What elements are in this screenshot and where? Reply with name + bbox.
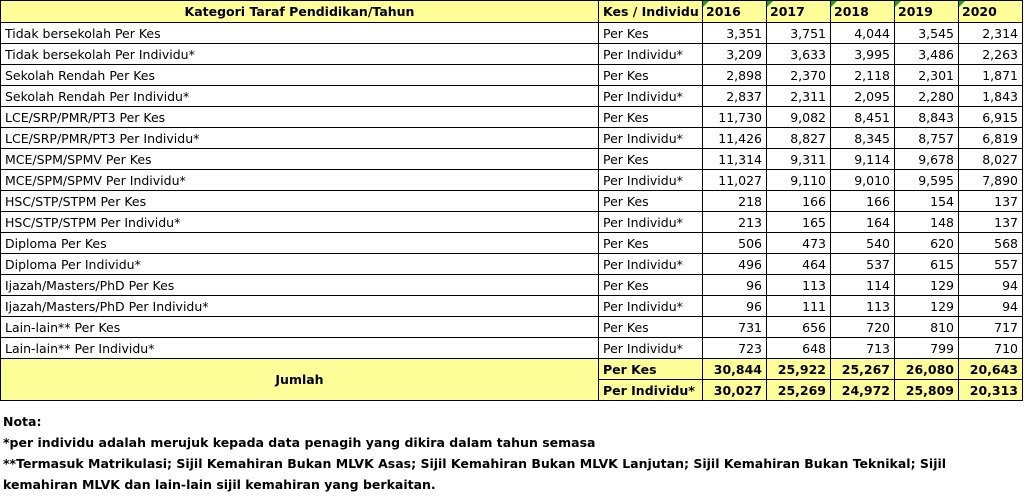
type-cell: Per Individu* xyxy=(599,128,703,149)
category-cell: Tidak bersekolah Per Kes xyxy=(1,23,599,44)
total-value-cell: 25,809 xyxy=(895,380,959,401)
value-cell: 1,871 xyxy=(959,65,1023,86)
value-cell: 9,311 xyxy=(767,149,831,170)
total-type-cell: Per Individu* xyxy=(599,380,703,401)
value-cell: 8,827 xyxy=(767,128,831,149)
category-cell: LCE/SRP/PMR/PT3 Per Individu* xyxy=(1,128,599,149)
value-cell: 1,843 xyxy=(959,86,1023,107)
type-cell: Per Kes xyxy=(599,65,703,86)
type-cell: Per Individu* xyxy=(599,296,703,317)
notes-line-1: *per individu adalah merujuk kepada data penagih yang dikira dalam tahun semasa xyxy=(3,435,596,450)
value-cell: 810 xyxy=(895,317,959,338)
value-cell: 154 xyxy=(895,191,959,212)
category-cell: Tidak bersekolah Per Individu* xyxy=(1,44,599,65)
table-row xyxy=(1,275,1023,296)
category-cell: Sekolah Rendah Per Kes xyxy=(1,65,599,86)
value-cell: 165 xyxy=(767,212,831,233)
category-cell: Ijazah/Masters/PhD Per Kes xyxy=(1,275,599,296)
table-row xyxy=(1,233,1023,254)
value-cell: 2,311 xyxy=(767,86,831,107)
value-cell: 568 xyxy=(959,233,1023,254)
category-cell: HSC/STP/STPM Per Kes xyxy=(1,191,599,212)
value-cell: 96 xyxy=(703,296,767,317)
value-cell: 11,730 xyxy=(703,107,767,128)
value-cell: 8,345 xyxy=(831,128,895,149)
table-row xyxy=(1,212,1023,233)
notes-heading: Nota: xyxy=(3,414,42,429)
category-cell: Sekolah Rendah Per Individu* xyxy=(1,86,599,107)
value-cell: 2,301 xyxy=(895,65,959,86)
value-cell: 3,633 xyxy=(767,44,831,65)
category-cell: Lain-lain** Per Kes xyxy=(1,317,599,338)
value-cell: 8,027 xyxy=(959,149,1023,170)
value-cell: 2,314 xyxy=(959,23,1023,44)
value-cell: 3,545 xyxy=(895,23,959,44)
value-cell: 166 xyxy=(767,191,831,212)
table-row xyxy=(1,128,1023,149)
category-cell: HSC/STP/STPM Per Individu* xyxy=(1,212,599,233)
value-cell: 137 xyxy=(959,191,1023,212)
value-cell: 2,280 xyxy=(895,86,959,107)
value-cell: 3,751 xyxy=(767,23,831,44)
type-cell: Per Individu* xyxy=(599,44,703,65)
value-cell: 111 xyxy=(767,296,831,317)
value-cell: 8,843 xyxy=(895,107,959,128)
value-cell: 656 xyxy=(767,317,831,338)
value-cell: 166 xyxy=(831,191,895,212)
value-cell: 713 xyxy=(831,338,895,359)
value-cell: 720 xyxy=(831,317,895,338)
value-cell: 496 xyxy=(703,254,767,275)
value-cell: 506 xyxy=(703,233,767,254)
value-cell: 114 xyxy=(831,275,895,296)
table-row xyxy=(1,254,1023,275)
category-cell: MCE/SPM/SPMV Per Individu* xyxy=(1,170,599,191)
value-cell: 2,095 xyxy=(831,86,895,107)
value-cell: 6,915 xyxy=(959,107,1023,128)
category-cell: Diploma Per Kes xyxy=(1,233,599,254)
value-cell: 473 xyxy=(767,233,831,254)
header-year: 2016 xyxy=(703,1,767,23)
total-value-cell: 25,269 xyxy=(767,380,831,401)
total-value-cell: 20,313 xyxy=(959,380,1023,401)
value-cell: 723 xyxy=(703,338,767,359)
value-cell: 6,819 xyxy=(959,128,1023,149)
value-cell: 3,995 xyxy=(831,44,895,65)
total-value-cell: 25,922 xyxy=(767,359,831,380)
total-value-cell: 30,027 xyxy=(703,380,767,401)
header-year: 2020 xyxy=(959,1,1023,23)
value-cell: 213 xyxy=(703,212,767,233)
notes-section xyxy=(3,411,1019,495)
value-cell: 129 xyxy=(895,275,959,296)
value-cell: 218 xyxy=(703,191,767,212)
value-cell: 540 xyxy=(831,233,895,254)
total-value-cell: 30,844 xyxy=(703,359,767,380)
header-year: 2018 xyxy=(831,1,895,23)
value-cell: 113 xyxy=(831,296,895,317)
value-cell: 710 xyxy=(959,338,1023,359)
value-cell: 11,426 xyxy=(703,128,767,149)
table-row xyxy=(1,170,1023,191)
total-value-cell: 24,972 xyxy=(831,380,895,401)
value-cell: 799 xyxy=(895,338,959,359)
type-cell: Per Kes xyxy=(599,23,703,44)
table-row xyxy=(1,86,1023,107)
value-cell: 9,678 xyxy=(895,149,959,170)
total-row-per-kes xyxy=(1,359,1023,380)
header-year: 2019 xyxy=(895,1,959,23)
value-cell: 648 xyxy=(767,338,831,359)
value-cell: 3,486 xyxy=(895,44,959,65)
total-type-cell: Per Kes xyxy=(599,359,703,380)
total-label: Jumlah xyxy=(1,359,599,401)
value-cell: 148 xyxy=(895,212,959,233)
type-cell: Per Kes xyxy=(599,191,703,212)
value-cell: 94 xyxy=(959,275,1023,296)
table-row xyxy=(1,107,1023,128)
value-cell: 9,010 xyxy=(831,170,895,191)
value-cell: 96 xyxy=(703,275,767,296)
table-row xyxy=(1,65,1023,86)
type-cell: Per Kes xyxy=(599,317,703,338)
value-cell: 8,757 xyxy=(895,128,959,149)
value-cell: 9,110 xyxy=(767,170,831,191)
notes-line-2: **Termasuk Matrikulasi; Sijil Kemahiran Bukan MLVK Asas; Sijil Kemahiran Bukan MLVK Lanjutan; Sijil Kemahiran Bukan Teknikal; Sijil kemahiran MLVK dan lain-lain sijil kemahiran yang berkaitan. xyxy=(3,456,947,492)
value-cell: 557 xyxy=(959,254,1023,275)
table-row xyxy=(1,44,1023,65)
table-row xyxy=(1,23,1023,44)
value-cell: 9,595 xyxy=(895,170,959,191)
type-cell: Per Individu* xyxy=(599,254,703,275)
value-cell: 8,451 xyxy=(831,107,895,128)
table-body xyxy=(1,23,1023,401)
value-cell: 129 xyxy=(895,296,959,317)
table-row xyxy=(1,296,1023,317)
table-row xyxy=(1,338,1023,359)
total-value-cell: 20,643 xyxy=(959,359,1023,380)
value-cell: 3,209 xyxy=(703,44,767,65)
header-kes-individu: Kes / Individu xyxy=(599,1,703,23)
type-cell: Per Kes xyxy=(599,149,703,170)
value-cell: 4,044 xyxy=(831,23,895,44)
value-cell: 164 xyxy=(831,212,895,233)
type-cell: Per Individu* xyxy=(599,212,703,233)
value-cell: 537 xyxy=(831,254,895,275)
category-cell: MCE/SPM/SPMV Per Kes xyxy=(1,149,599,170)
value-cell: 2,263 xyxy=(959,44,1023,65)
category-cell: Lain-lain** Per Individu* xyxy=(1,338,599,359)
value-cell: 731 xyxy=(703,317,767,338)
value-cell: 11,314 xyxy=(703,149,767,170)
table-row xyxy=(1,149,1023,170)
total-value-cell: 26,080 xyxy=(895,359,959,380)
type-cell: Per Individu* xyxy=(599,86,703,107)
value-cell: 620 xyxy=(895,233,959,254)
value-cell: 7,890 xyxy=(959,170,1023,191)
header-row xyxy=(1,1,1023,23)
value-cell: 464 xyxy=(767,254,831,275)
type-cell: Per Kes xyxy=(599,275,703,296)
value-cell: 113 xyxy=(767,275,831,296)
category-cell: LCE/SRP/PMR/PT3 Per Kes xyxy=(1,107,599,128)
value-cell: 2,118 xyxy=(831,65,895,86)
type-cell: Per Individu* xyxy=(599,338,703,359)
value-cell: 2,370 xyxy=(767,65,831,86)
value-cell: 94 xyxy=(959,296,1023,317)
table-row xyxy=(1,191,1023,212)
header-category: Kategori Taraf Pendidikan/Tahun xyxy=(1,1,599,23)
value-cell: 2,898 xyxy=(703,65,767,86)
total-value-cell: 25,267 xyxy=(831,359,895,380)
table-row xyxy=(1,317,1023,338)
category-cell: Diploma Per Individu* xyxy=(1,254,599,275)
value-cell: 11,027 xyxy=(703,170,767,191)
value-cell: 717 xyxy=(959,317,1023,338)
value-cell: 137 xyxy=(959,212,1023,233)
value-cell: 9,082 xyxy=(767,107,831,128)
category-cell: Ijazah/Masters/PhD Per Individu* xyxy=(1,296,599,317)
value-cell: 9,114 xyxy=(831,149,895,170)
value-cell: 2,837 xyxy=(703,86,767,107)
type-cell: Per Individu* xyxy=(599,170,703,191)
type-cell: Per Kes xyxy=(599,107,703,128)
value-cell: 615 xyxy=(895,254,959,275)
header-year: 2017 xyxy=(767,1,831,23)
value-cell: 3,351 xyxy=(703,23,767,44)
type-cell: Per Kes xyxy=(599,233,703,254)
